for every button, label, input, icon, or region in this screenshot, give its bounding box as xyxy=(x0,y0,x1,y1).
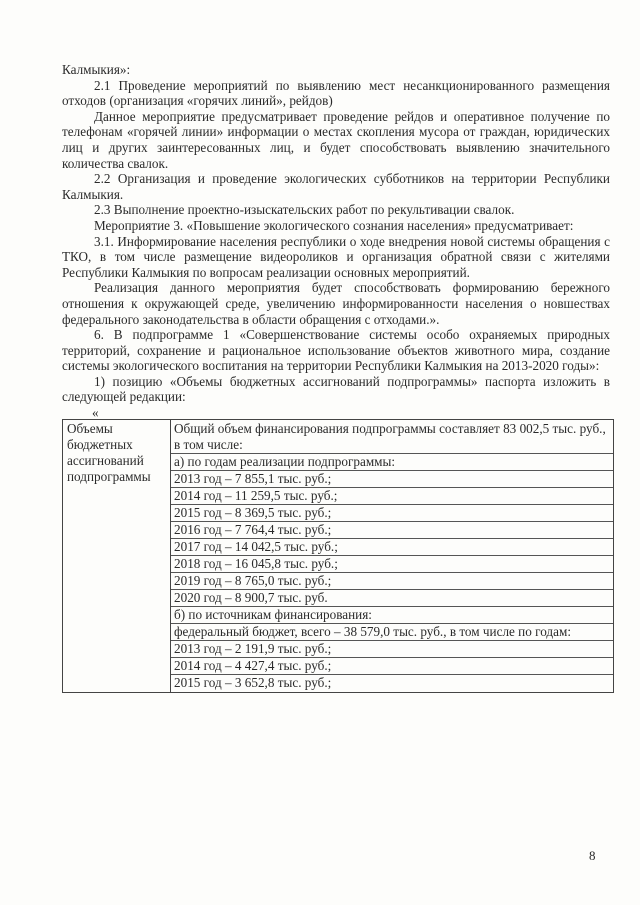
table-line: 2015 год – 8 369,5 тыс. руб.; xyxy=(171,505,613,522)
paragraph-6-1: 1) позицию «Объемы бюджетных ассигнований подпрограммы» паспорта изложить в следующей редакции: xyxy=(62,373,610,405)
table-line: 2013 год – 2 191,9 тыс. руб.; xyxy=(171,641,613,658)
table-line: Общий объем финансирования подпрограммы составляет 83 002,5 тыс. руб., в том числе: xyxy=(171,421,613,454)
table-line: а) по годам реализации подпрограммы: xyxy=(171,454,613,471)
paragraph-2-3: 2.3 Выполнение проектно-изыскательских работ по рекультивации свалок. xyxy=(94,202,515,218)
paragraph-2-2: 2.2 Организация и проведение экологических субботников на территории Республики Калмыкия. xyxy=(62,171,610,202)
page-number: 8 xyxy=(589,848,596,863)
table-line: 2018 год – 16 045,8 тыс. руб.; xyxy=(171,556,613,573)
table-line: 2014 год – 4 427,4 тыс. руб.; xyxy=(171,658,613,675)
table-line: 2019 год – 8 765,0 тыс. руб.; xyxy=(171,573,613,590)
table-line: 2017 год – 14 042,5 тыс. руб.; xyxy=(171,539,613,556)
table-line: 2013 год – 7 855,1 тыс. руб.; xyxy=(171,471,613,488)
table-row xyxy=(63,420,614,693)
budget-label-cell: Объемы бюджетных ассигнований подпрограммы xyxy=(63,420,171,693)
table-line: 2014 год – 11 259,5 тыс. руб.; xyxy=(171,488,613,505)
table-line: 2016 год – 7 764,4 тыс. руб.; xyxy=(171,522,613,539)
budget-value-cell xyxy=(171,420,614,693)
budget-table xyxy=(62,419,614,693)
paragraph-measure-3: Мероприятие 3. «Повышение экологического сознания населения» предусматривает: xyxy=(94,217,574,233)
paragraph-kalmykia: Калмыкия»: xyxy=(62,62,131,77)
paragraph-2-1: 2.1 Проведение мероприятий по выявлению мест несанкционированного размещения отходов (организация «горячих линий», рейдов) xyxy=(62,77,610,109)
paragraph-implementation: Реализация данного мероприятия будет способствовать формированию бережного отношения к окружающей среде, увеличению информированности населения о новшествах федерального законодательства в области обращения с отходами.». xyxy=(62,280,610,327)
table-line: федеральный бюджет, всего – 38 579,0 тыс. руб., в том числе по годам: xyxy=(171,624,613,641)
paragraph-3-1: 3.1. Информирование населения республики о ходе внедрения новой системы обращения с ТКО, в том числе размещение видеороликов и организация обратной связи с жителями Республики Калмыкия по вопросам реализации основных мероприятий. xyxy=(62,233,610,280)
table-line: б) по источникам финансирования: xyxy=(171,607,613,624)
paragraph-raids-description: Данное мероприятие предусматривает проведение рейдов и оперативное получение по телефонам «горячей линии» информации о местах скопления мусора от граждан, юридических лиц и других заинтересованных лиц, и будет способствовать выявлению значительного количества свалок. xyxy=(62,108,610,171)
table-line: 2015 год – 3 652,8 тыс. руб.; xyxy=(174,675,332,691)
quote-open: « xyxy=(92,405,99,421)
table-line: 2020 год – 8 900,7 тыс. руб. xyxy=(171,590,613,607)
paragraph-6: 6. В подпрограмме 1 «Совершенствование системы особо охраняемых природных территорий, сохранение и рациональное использование объектов животного мира, создание системы экологического воспитания на территории Республики Калмыкия на 2013-2020 годы»: xyxy=(62,327,610,374)
